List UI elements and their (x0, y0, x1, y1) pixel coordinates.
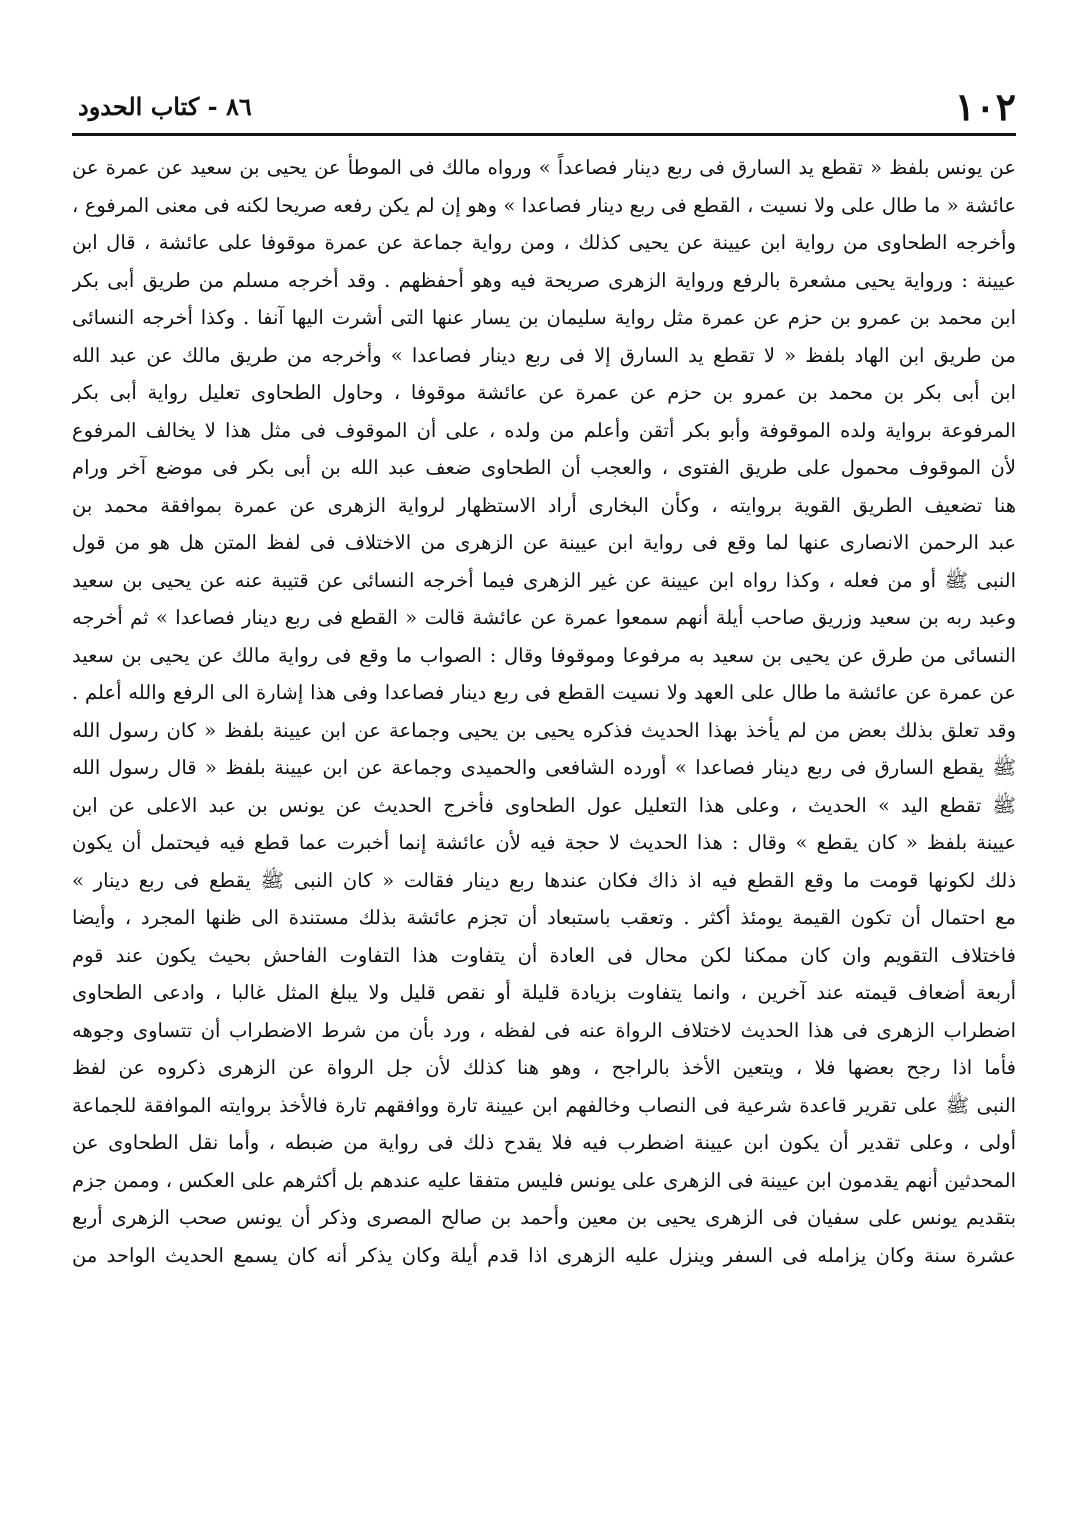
text-line: عن عمرة عن عائشة ما طال على العهد ولا نسيت القطع فى ربع دينار فصاعدا وفى هذا إشارة الى الرفع والله أعلم . (72, 681, 1016, 704)
text-line: النبى ﷺ على تقرير قاعدة شرعية فى النصاب وخالفهم ابن عيينة تارة ووافقهم تارة فالأخذ بروايته الموافقة للجماعة (72, 1093, 1016, 1117)
text-line: فأما اذا رجح بعضها فلا ، ويتعين الأخذ بالراجح ، وهو هنا كذلك لأن جل الرواة عن الزهرى ذكروه عن لفظ (72, 1056, 1016, 1079)
text-line: اضطراب الزهرى فى هذا الحديث لاختلاف الرواة عنه فى لفظه ، ورد بأن من شرط الاضطراب أن تتساوى وجوهه (72, 1018, 1016, 1042)
text-line: عيينة : ورواية يحيى مشعرة بالرفع ورواية الزهرى صريحة فيه وهو أحفظهم . وقد أخرجه مسلم من طريق أبى بكر (72, 268, 1016, 292)
text-line: ابن محمد بن عمرو بن حزم عن عمرة مثل رواية سليمان بن يسار عنها التى أشرت اليها آنفا . وكذا أخرجه النسائى (72, 306, 1016, 329)
text-line: وعبد ربه بن سعيد وزريق صاحب أيلة أنهم سمعوا عمرة عن عائشة قالت « القطع فى ربع دينار فصاعدا » ثم أخرجه (72, 606, 1016, 629)
text-line: ابن أبى بكر بن محمد بن عمرو بن حزم عن عمرة عن عائشة موقوفا ، وحاول الطحاوى تعليل رواية أبى بكر (72, 381, 1016, 404)
text-line: من طريق ابن الهاد بلفظ « لا تقطع يد السارق إلا فى ربع دينار فصاعدا » وأخرجه من طريق مالك عن عبد الله (72, 343, 1016, 367)
text-line: ذلك لكونها قومت ما وقع القطع فيه اذ ذاك فكان عندها ربع دينار فقالت « كان النبى ﷺ يقطع فى ربع دينار » (72, 868, 1016, 892)
page-header (78, 84, 1016, 130)
text-line: المحدثين أنهم يقدمون ابن عيينة فى الزهرى على يونس فليس متفقا عليه عندهم بل أكثرهم على العكس ، وممن جزم (72, 1168, 1016, 1192)
text-line: فاختلاف التقويم وان كان ممكنا لكن محال فى العادة أن يتفاوت هذا التفاوت الفاحش بحيث يكون عند قوم (72, 943, 1016, 967)
text-line: ﷺ يقطع السارق فى ربع دينار فصاعدا » أورده الشافعى والحميدى وجماعة عن ابن عيينة بلفظ « قال رسول الله (72, 756, 1016, 779)
text-line: مع احتمال أن تكون القيمة يومئذ أكثر . وتعقب باستبعاد أن تجزم عائشة بذلك مستندة الى ظنها المجرد ، وأيضا (72, 906, 1016, 929)
running-title: ٨٦ - كتاب الحدود (78, 92, 252, 121)
text-line: هنا تضعيف الطريق القوية بروايته ، وكأن البخارى أراد الاستظهار لرواية الزهرى عن عمرة بموافقة محمد بن (72, 493, 1016, 517)
text-line: وأخرجه الطحاوى من رواية ابن عيينة عن يحيى كذلك ، ومن رواية جماعة عن عمرة موقوفا على عائشة ، قال ابن (72, 231, 1016, 254)
text-line: النسائى من طرق عن يحيى بن سعيد به مرفوعا وموقوفا وقال : الصواب ما وقع فى رواية مالك عن يحيى بن سعيد (72, 643, 1016, 667)
text-line: المرفوعة برواية ولده الموقوفة وأبو بكر أتقن وأعلم من ولده ، على أن الموقوف فى مثل هذا لا يخالف المرفوع (72, 418, 1016, 442)
text-line: بتقديم يونس على سفيان فى الزهرى يحيى بن معين وأحمد بن صالح المصرى وذكر أن يونس صحب الزهرى أربع (72, 1206, 1016, 1229)
text-line: عبد الرحمن الانصارى عنها لما وقع فى رواية ابن عيينة عن الزهرى من الاختلاف فى لفظ المتن هل هو من قول (72, 531, 1016, 554)
text-line: عشرة سنة وكان يزامله فى السفر وينزل عليه الزهرى اذا قدم أيلة وكان يذكر أنه كان يسمع الحديث الواحد من (72, 1243, 1016, 1267)
text-line: عائشة « ما طال على ولا نسيت ، القطع فى ربع دينار فصاعدا » وهو إن لم يكن رفعه صريحا لكنه فى معنى المرفوع ، (72, 193, 1016, 217)
text-line: أولى ، وعلى تقدير أن يكون ابن عيينة اضطرب فيه فلا يقدح ذلك فى رواية من ضبطه ، وأما نقل الطحاوى عن (72, 1131, 1016, 1154)
text-line: لأن الموقوف محمول على طريق الفتوى ، والعجب أن الطحاوى ضعف عبد الله بن أبى بكر فى موضع آخر ورام (72, 456, 1016, 479)
text-line: عن يونس بلفظ « تقطع يد السارق فى ربع دينار فصاعداً » ورواه مالك فى الموطأ عن يحيى بن سعيد عن عمرة عن (72, 156, 1016, 179)
text-line: النبى ﷺ أو من فعله ، وكذا رواه ابن عيينة عن غير الزهرى فيما أخرجه النسائى عن قتيبة عنه عن يحيى بن سعيد (72, 568, 1016, 592)
text-line: ﷺ تقطع اليد » الحديث ، وعلى هذا التعليل عول الطحاوى فأخرج الحديث عن يونس بن عبد الاعلى عن ابن (72, 793, 1016, 817)
text-line: عيينة بلفظ « كان يقطع » وقال : هذا الحديث لا حجة فيه لأن عائشة إنما أخبرت عما قطع فيه فيحتمل أن يكون (72, 831, 1016, 854)
text-line: وقد تعلق بذلك بعض من لم يأخذ بهذا الحديث فذكره يحيى بن يحيى وجماعة عن ابن عيينة بلفظ « كان رسول الله (72, 718, 1016, 742)
text-line: أربعة أضعاف قيمته عند آخرين ، وانما يتفاوت بزيادة قليلة أو نقص قليل ولا يبلغ المثل غالبا ، وادعى الطحاوى (72, 981, 1016, 1004)
page-number: ١٠٢ (954, 84, 1016, 129)
header-rule (72, 133, 1016, 136)
page-body-text (72, 149, 1016, 1274)
